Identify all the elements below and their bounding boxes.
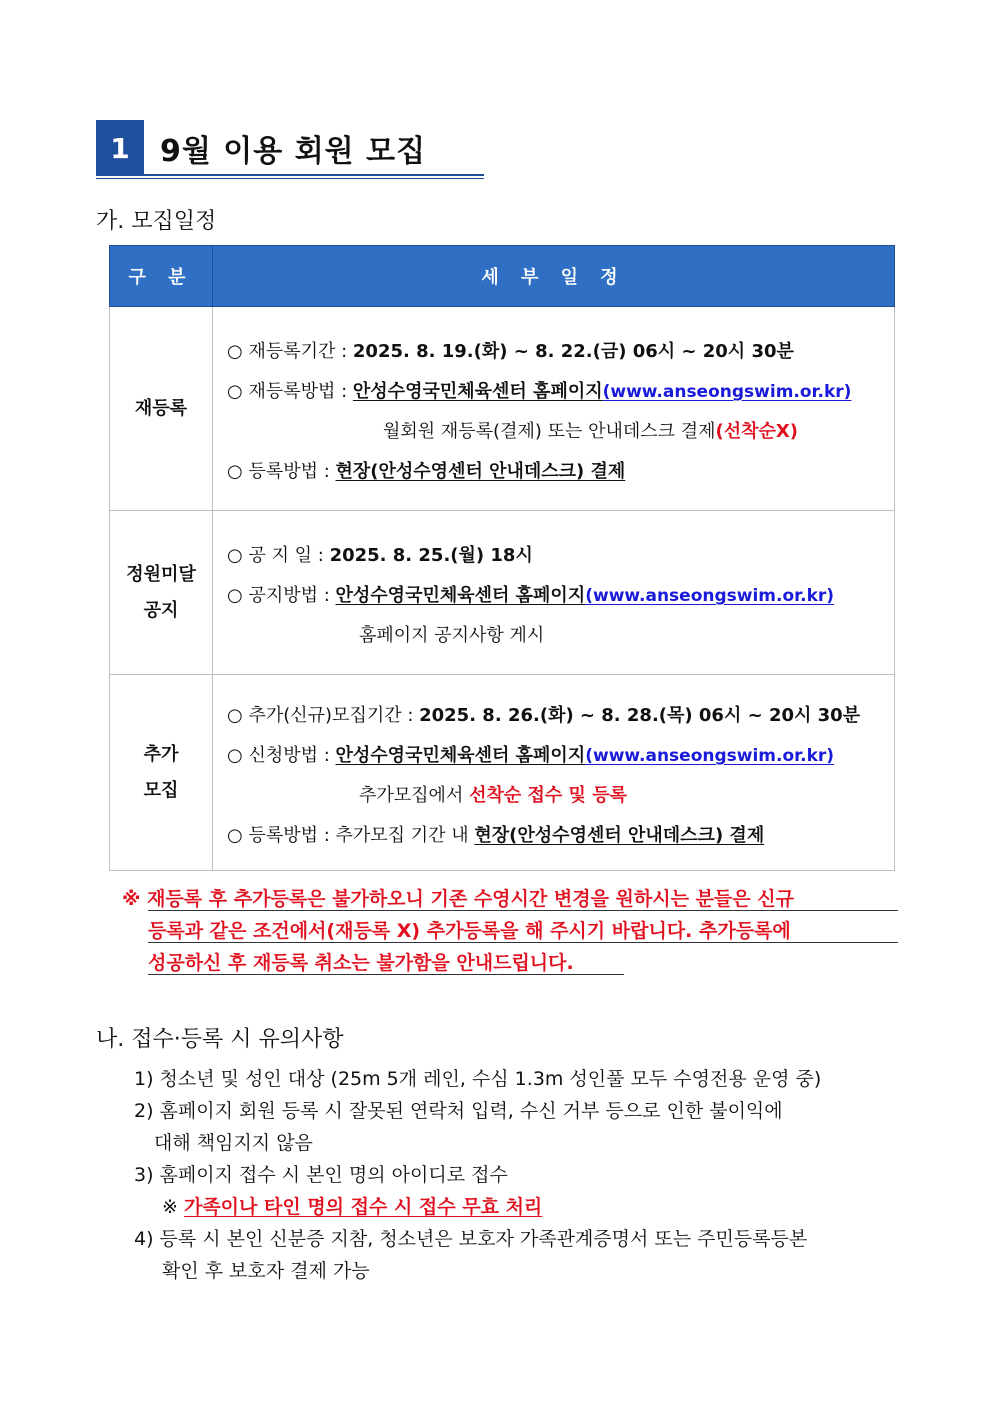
schedule-table [109, 245, 895, 871]
row-category-additional: 추가 모집 [110, 675, 213, 871]
schedule-line: ○ 재등록기간 : 2025. 8. 19.(화) ~ 8. 22.(금) 06시 ~ 20시 30분 [227, 341, 794, 362]
title-underline [96, 174, 484, 176]
list-item: 확인 후 보호자 결제 가능 [162, 1260, 370, 1282]
title-underline-thin [96, 178, 484, 179]
list-item: 4) 등록 시 본인 신분증 지참, 청소년은 보호자 가족관계증명서 또는 주민등록등본 [134, 1228, 808, 1250]
section-b-heading: 나. 접수·등록 시 유의사항 [96, 1027, 344, 1052]
row-detail-additional [213, 675, 895, 871]
page-title: 9월 이용 회원 모집 [160, 134, 427, 169]
homepage-link[interactable]: (www.anseongswim.or.kr) [585, 586, 835, 606]
header-category: 구 분 [110, 246, 213, 307]
section-a-heading: 가. 모집일정 [96, 209, 217, 234]
homepage-link[interactable]: (www.anseongswim.or.kr) [602, 382, 852, 402]
schedule-line: ○ 공 지 일 : 2025. 8. 25.(월) 18시 [227, 545, 533, 566]
schedule-line: ○ 등록방법 : 현장(안성수영센터 안내데스크) 결제 [227, 461, 626, 482]
list-item: 1) 청소년 및 성인 대상 (25m 5개 레인, 수심 1.3m 성인풀 모두 수영전용 운영 중) [134, 1068, 822, 1090]
list-item: 3) 홈페이지 접수 시 본인 명의 아이디로 접수 [134, 1164, 508, 1186]
section-number-badge: 1 [96, 120, 144, 176]
row-detail-notice [213, 511, 895, 675]
table-row [110, 307, 895, 511]
schedule-line: ○ 등록방법 : 추가모집 기간 내 현장(안성수영센터 안내데스크) 결제 [227, 825, 765, 846]
schedule-line: ○ 공지방법 : 안성수영국민체육센터 홈페이지(www.anseongswim.or.kr) [227, 585, 835, 606]
row-category-reregister: 재등록 [110, 307, 213, 511]
list-item: 대해 책임지지 않음 [154, 1132, 313, 1154]
schedule-line: 월회원 재등록(결제) 또는 안내데스크 결제(선착순X) [383, 421, 799, 442]
row-category-notice: 정원미달 공지 [110, 511, 213, 675]
homepage-link[interactable]: (www.anseongswim.or.kr) [585, 746, 835, 766]
table-header-row [110, 246, 895, 307]
row-detail-reregister [213, 307, 895, 511]
schedule-line: ○ 추가(신규)모집기간 : 2025. 8. 26.(화) ~ 8. 28.(목) 06시 ~ 20시 30분 [227, 705, 861, 726]
table-row [110, 675, 895, 871]
invalid-registration-note: 가족이나 타인 명의 접수 시 접수 무효 처리 [183, 1196, 543, 1218]
table-row [110, 511, 895, 675]
schedule-line: ○ 재등록방법 : 안성수영국민체육센터 홈페이지(www.anseongswim.or.kr) [227, 381, 852, 402]
list-item: 2) 홈페이지 회원 등록 시 잘못된 연락처 입력, 수신 거부 등으로 인한 불이익에 [134, 1100, 783, 1122]
schedule-line: ○ 신청방법 : 안성수영국민체육센터 홈페이지(www.anseongswim.or.kr) [227, 745, 835, 766]
schedule-line: 추가모집에서 선착순 접수 및 등록 [359, 785, 627, 806]
list-item: ※ 가족이나 타인 명의 접수 시 접수 무효 처리 [162, 1196, 543, 1218]
schedule-line: 홈페이지 공지사항 게시 [359, 625, 545, 646]
header-detail: 세 부 일 정 [213, 246, 895, 307]
